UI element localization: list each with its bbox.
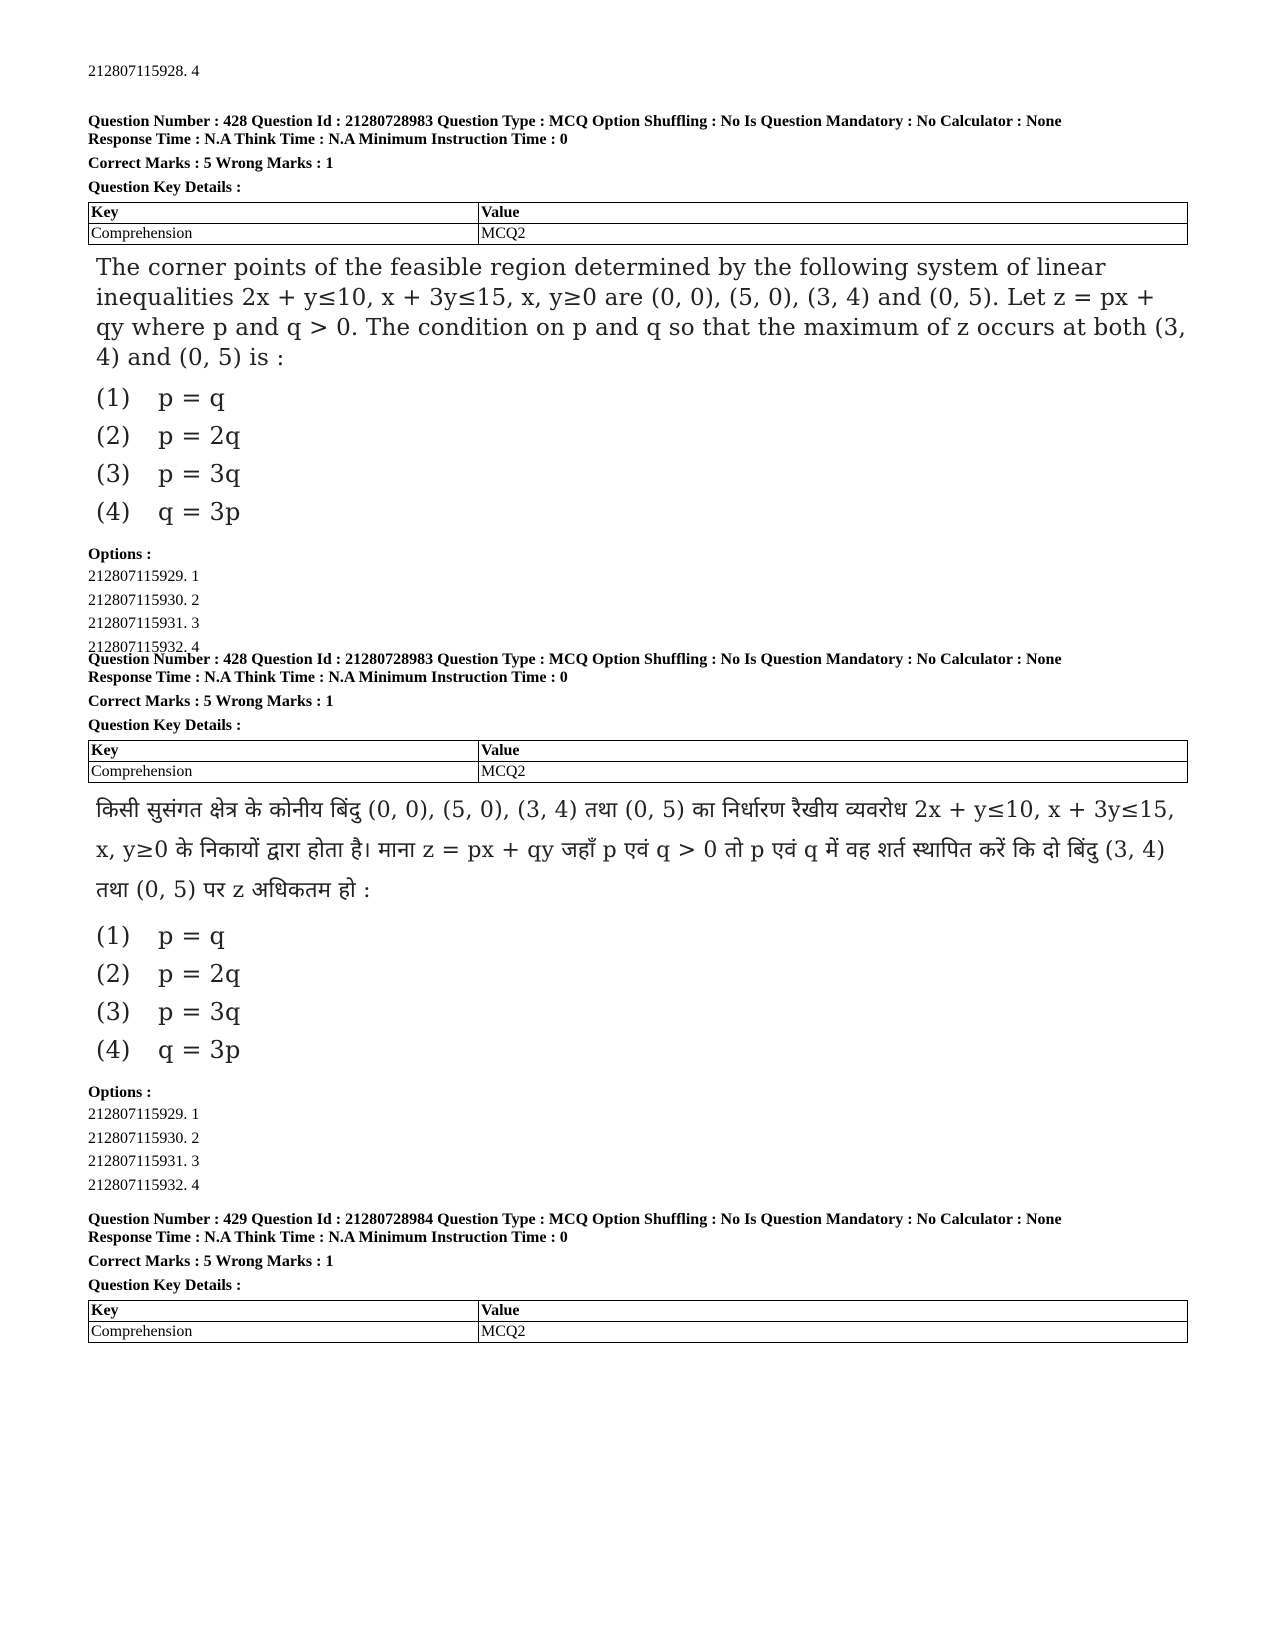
option-id: 212807115929. 1 bbox=[88, 568, 200, 585]
key-details-label: Question Key Details : bbox=[88, 717, 242, 734]
table-cell-value: MCQ2 bbox=[479, 1322, 1188, 1343]
table-header-key: Key bbox=[89, 203, 479, 224]
choice-number: (1) bbox=[96, 922, 131, 950]
question-marks: Correct Marks : 5 Wrong Marks : 1 bbox=[88, 1253, 334, 1270]
question-content bbox=[88, 791, 1188, 1073]
table-cell-value: MCQ2 bbox=[479, 762, 1188, 783]
choice-text: p = 3q bbox=[158, 460, 241, 488]
question-meta-line2: Response Time : N.A Think Time : N.A Minimum Instruction Time : 0 bbox=[88, 1229, 568, 1246]
question-statement: किसी सुसंगत क्षेत्र के कोनीय बिंदु (0, 0), (5, 0), (3, 4) तथा (0, 5) का निर्धारण रैखीय व्यवरोध 2x + y≤10, x + 3y≤15, x, y≥0 के निकायों द्वारा होता है। माना z = px + qy जहाँ p एवं q > 0 तो p एवं q में वह शर्त स्थापित करें कि दो बिंदु (3, 4) तथा (0, 5) पर z अधिकतम हो : bbox=[96, 798, 1175, 903]
choice-number: (2) bbox=[96, 422, 131, 450]
table-cell-value: MCQ2 bbox=[479, 224, 1188, 245]
option-id: 212807115930. 2 bbox=[88, 591, 200, 609]
question-meta-line1: Question Number : 428 Question Id : 21280728983 Question Type : MCQ Option Shuffling : No Is Question Mandatory : No Calculator : None bbox=[88, 113, 1062, 130]
choice-text: p = 2q bbox=[158, 960, 241, 988]
option-id: 212807115932. 4 bbox=[88, 638, 200, 656]
choice-2 bbox=[96, 421, 1188, 459]
choice-number: (3) bbox=[96, 460, 131, 488]
key-value-table bbox=[88, 1300, 1188, 1343]
previous-option-id: 212807115928. 4 bbox=[88, 63, 200, 80]
options-label: Options : bbox=[88, 1084, 152, 1101]
choice-1 bbox=[96, 383, 1188, 421]
choice-text: p = q bbox=[158, 922, 226, 950]
question-marks: Correct Marks : 5 Wrong Marks : 1 bbox=[88, 693, 334, 710]
choice-number: (4) bbox=[96, 1036, 131, 1064]
table-header-value: Value bbox=[479, 741, 1188, 762]
choice-number: (1) bbox=[96, 384, 131, 412]
option-id: 212807115930. 2 bbox=[88, 1129, 200, 1147]
key-value-table bbox=[88, 740, 1188, 783]
choice-number: (2) bbox=[96, 960, 131, 988]
option-id: 212807115932. 4 bbox=[88, 1176, 200, 1194]
table-row bbox=[89, 224, 1188, 245]
choice-text: q = 3p bbox=[158, 498, 241, 526]
table-cell-key: Comprehension bbox=[89, 224, 479, 245]
option-id: 212807115931. 3 bbox=[88, 1153, 200, 1170]
choice-text: p = q bbox=[158, 384, 226, 412]
table-cell-key: Comprehension bbox=[89, 762, 479, 783]
choice-number: (4) bbox=[96, 498, 131, 526]
choice-2 bbox=[96, 959, 1188, 997]
table-cell-key: Comprehension bbox=[89, 1322, 479, 1343]
question-block-2 bbox=[88, 651, 1188, 1197]
table-header-value: Value bbox=[479, 1301, 1188, 1322]
table-row bbox=[89, 762, 1188, 783]
key-details-label: Question Key Details : bbox=[88, 1277, 242, 1294]
table-header-key: Key bbox=[89, 1301, 479, 1322]
question-content bbox=[88, 253, 1188, 535]
choice-4 bbox=[96, 1035, 1188, 1073]
option-id: 212807115931. 3 bbox=[88, 615, 200, 632]
question-statement: The corner points of the feasible region determined by the following system of linear inequalities 2x + y≤10, x + 3y≤15, x, y≥0 are (0, 0), (5, 0), (3, 4) and (0, 5). Let z = px + qy where p and q > 0. The condition on p and q so that the maximum of z occurs at both (3, 4) and (0, 5) is : bbox=[96, 255, 1186, 371]
table-header-row bbox=[89, 1301, 1188, 1322]
question-block-3 bbox=[88, 1211, 1188, 1343]
options-label: Options : bbox=[88, 546, 152, 563]
key-value-table bbox=[88, 202, 1188, 245]
table-header-value: Value bbox=[479, 203, 1188, 224]
choice-3 bbox=[96, 997, 1188, 1035]
choice-text: q = 3p bbox=[158, 1036, 241, 1064]
question-meta-line1: Question Number : 429 Question Id : 21280728984 Question Type : MCQ Option Shuffling : No Is Question Mandatory : No Calculator : None bbox=[88, 1211, 1062, 1228]
choice-3 bbox=[96, 459, 1188, 497]
choice-4 bbox=[96, 497, 1188, 535]
question-meta-line2: Response Time : N.A Think Time : N.A Minimum Instruction Time : 0 bbox=[88, 669, 568, 686]
choice-number: (3) bbox=[96, 998, 131, 1026]
choice-text: p = 2q bbox=[158, 422, 241, 450]
question-marks: Correct Marks : 5 Wrong Marks : 1 bbox=[88, 155, 334, 172]
choice-1 bbox=[96, 921, 1188, 959]
table-header-row bbox=[89, 741, 1188, 762]
question-meta-line2: Response Time : N.A Think Time : N.A Minimum Instruction Time : 0 bbox=[88, 131, 568, 148]
choice-text: p = 3q bbox=[158, 998, 241, 1026]
key-details-label: Question Key Details : bbox=[88, 179, 242, 196]
table-row bbox=[89, 1322, 1188, 1343]
table-header-row bbox=[89, 203, 1188, 224]
option-id: 212807115929. 1 bbox=[88, 1106, 200, 1123]
question-meta-line1: Question Number : 428 Question Id : 21280728983 Question Type : MCQ Option Shuffling : No Is Question Mandatory : No Calculator : None bbox=[88, 651, 1062, 668]
question-block-1 bbox=[88, 113, 1188, 659]
table-header-key: Key bbox=[89, 741, 479, 762]
